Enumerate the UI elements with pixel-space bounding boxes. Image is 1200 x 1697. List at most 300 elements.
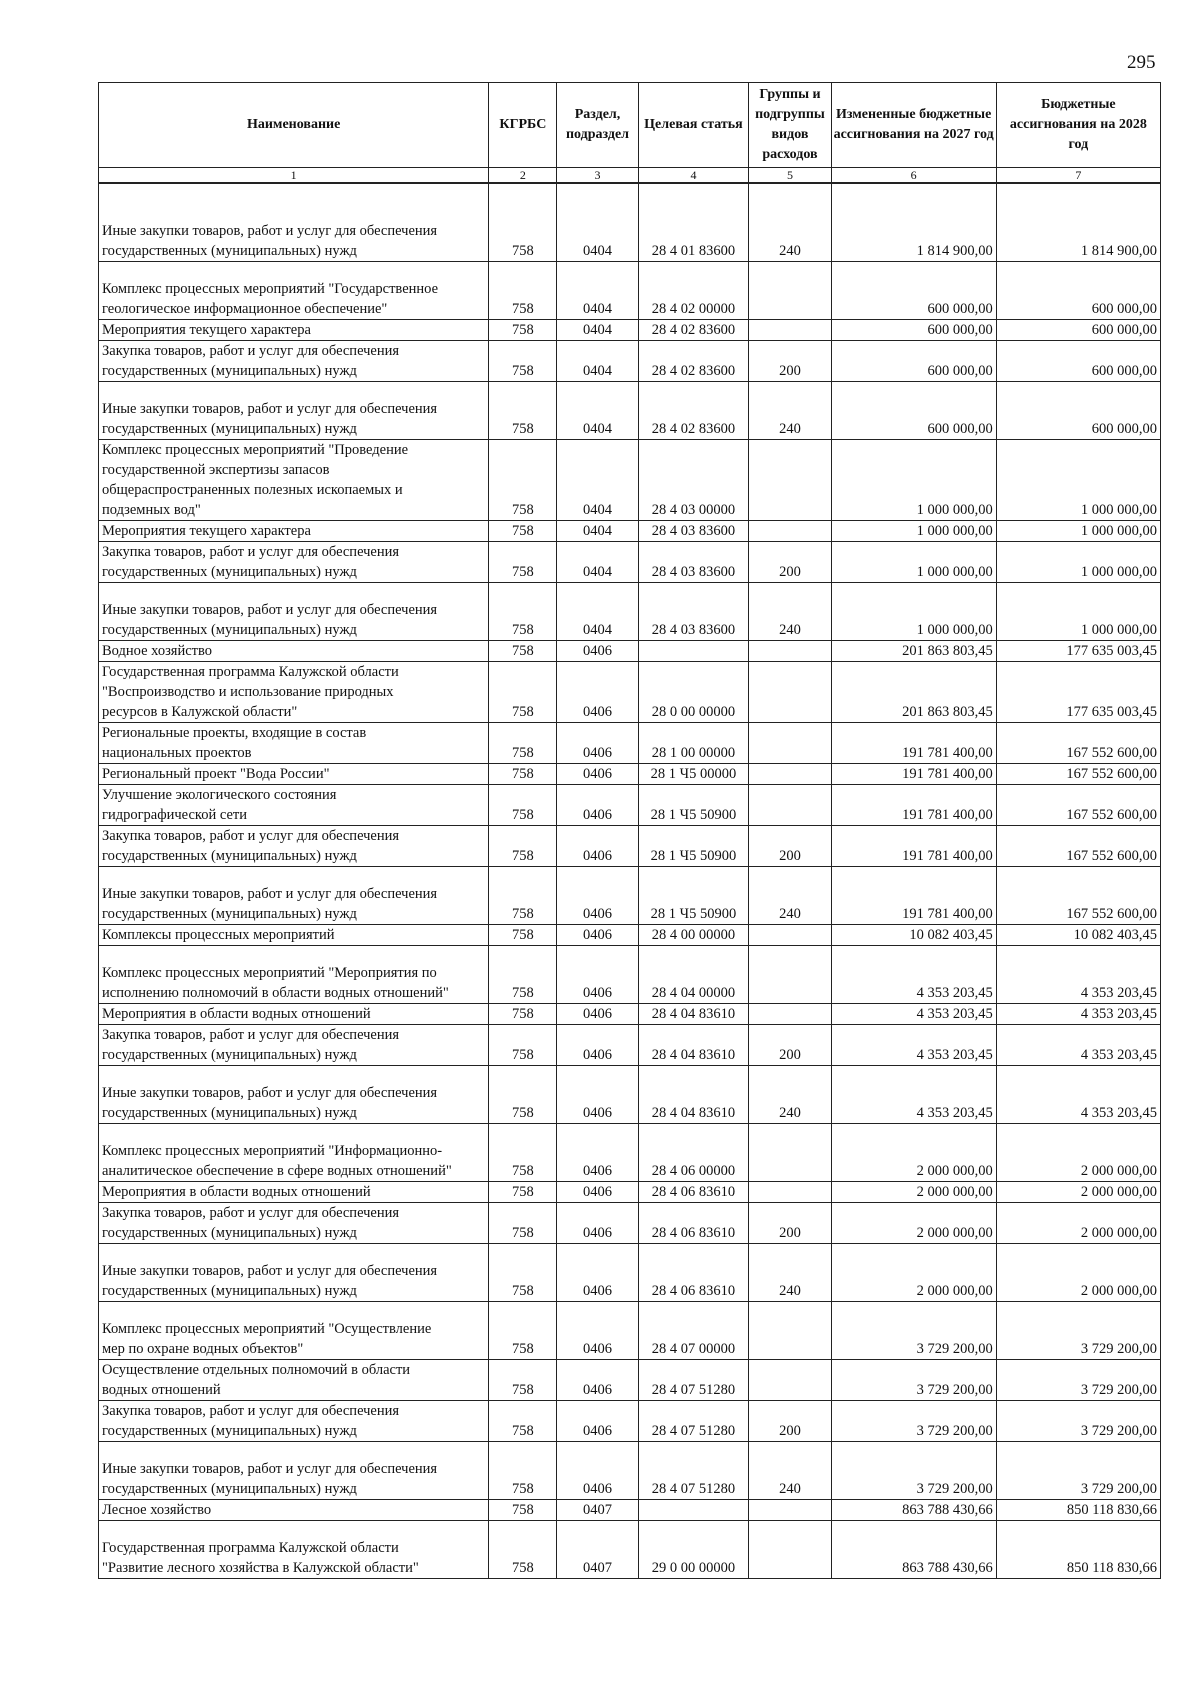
row-name-line: Закупка товаров, работ и услуг для обеспечения <box>102 543 400 560</box>
row-section: 0406 <box>557 945 638 1003</box>
row-target: 28 4 03 00000 <box>638 439 749 520</box>
row-value-2027: 1 000 000,00 <box>831 439 996 520</box>
row-kgrbs: 758 <box>489 261 557 319</box>
row-target: 28 4 03 83600 <box>638 520 749 541</box>
row-name <box>99 520 489 541</box>
table-row <box>99 319 1161 340</box>
row-name-line: геологическое информационное обеспечение" <box>102 300 388 317</box>
row-target: 28 4 07 51280 <box>638 1400 749 1441</box>
row-name <box>99 763 489 784</box>
row-name-line: государственных (муниципальных) нужд <box>102 1422 357 1439</box>
row-section: 0407 <box>557 1499 638 1520</box>
row-kgrbs: 758 <box>489 1181 557 1202</box>
row-value-2028: 3 729 200,00 <box>996 1400 1160 1441</box>
row-kgrbs: 758 <box>489 1499 557 1520</box>
row-kgrbs: 758 <box>489 1520 557 1578</box>
row-name-line: Комплекс процессных мероприятий "Информационно- <box>102 1142 443 1159</box>
row-value-2027: 1 000 000,00 <box>831 541 996 582</box>
row-name-line: Мероприятия текущего характера <box>102 522 311 539</box>
row-kgrbs: 758 <box>489 722 557 763</box>
table-row <box>99 340 1161 381</box>
row-kgrbs: 758 <box>489 1441 557 1499</box>
row-group: 240 <box>749 1441 831 1499</box>
row-name-line: Улучшение экологического состояния <box>102 786 337 803</box>
row-kgrbs: 758 <box>489 1301 557 1359</box>
table-row <box>99 1243 1161 1301</box>
row-target: 28 4 02 83600 <box>638 381 749 439</box>
table-row <box>99 582 1161 640</box>
row-section: 0406 <box>557 1243 638 1301</box>
row-value-2027: 4 353 203,45 <box>831 1065 996 1123</box>
table-row <box>99 763 1161 784</box>
row-group: 200 <box>749 340 831 381</box>
column-number: 3 <box>557 168 638 184</box>
table-row <box>99 945 1161 1003</box>
row-group: 240 <box>749 1065 831 1123</box>
row-name <box>99 784 489 825</box>
row-target: 28 4 06 83610 <box>638 1202 749 1243</box>
row-name-line: Иные закупки товаров, работ и услуг для обеспечения <box>102 1460 438 1477</box>
row-value-2027: 600 000,00 <box>831 319 996 340</box>
row-section: 0404 <box>557 381 638 439</box>
row-value-2027: 1 000 000,00 <box>831 582 996 640</box>
row-name-line: государственных (муниципальных) нужд <box>102 420 357 437</box>
row-target: 29 0 00 00000 <box>638 1520 749 1578</box>
row-name <box>99 439 489 520</box>
header-changed-2027: Измененные бюджетные ассигнования на 2027 год <box>831 83 996 168</box>
table-row <box>99 722 1161 763</box>
row-name <box>99 722 489 763</box>
header-2028: Бюджетные ассигнования на 2028 год <box>996 83 1160 168</box>
row-value-2027: 2 000 000,00 <box>831 1202 996 1243</box>
table-row <box>99 1520 1161 1578</box>
row-name <box>99 640 489 661</box>
row-name <box>99 866 489 924</box>
column-number: 5 <box>749 168 831 184</box>
row-name-line: Закупка товаров, работ и услуг для обеспечения <box>102 827 400 844</box>
row-target: 28 1 Ч5 00000 <box>638 763 749 784</box>
table-row <box>99 661 1161 722</box>
row-name <box>99 261 489 319</box>
row-name-line: Лесное хозяйство <box>102 1501 212 1518</box>
row-value-2027: 191 781 400,00 <box>831 866 996 924</box>
row-value-2027: 10 082 403,45 <box>831 924 996 945</box>
table-row <box>99 924 1161 945</box>
row-kgrbs: 758 <box>489 439 557 520</box>
row-section: 0406 <box>557 1181 638 1202</box>
column-number: 1 <box>99 168 489 184</box>
row-name <box>99 1202 489 1243</box>
row-target: 28 4 02 00000 <box>638 261 749 319</box>
row-section: 0406 <box>557 784 638 825</box>
row-section: 0406 <box>557 825 638 866</box>
row-section: 0406 <box>557 1024 638 1065</box>
row-section: 0406 <box>557 924 638 945</box>
row-section: 0406 <box>557 866 638 924</box>
row-kgrbs: 758 <box>489 924 557 945</box>
row-group <box>749 261 831 319</box>
row-group <box>749 784 831 825</box>
row-section: 0406 <box>557 1359 638 1400</box>
row-value-2028: 4 353 203,45 <box>996 945 1160 1003</box>
row-kgrbs: 758 <box>489 825 557 866</box>
row-value-2028: 4 353 203,45 <box>996 1065 1160 1123</box>
table-row <box>99 640 1161 661</box>
row-section: 0407 <box>557 1520 638 1578</box>
row-name-line: Иные закупки товаров, работ и услуг для обеспечения <box>102 1084 438 1101</box>
row-value-2027: 4 353 203,45 <box>831 1024 996 1065</box>
row-group: 200 <box>749 1202 831 1243</box>
row-name-line: Иные закупки товаров, работ и услуг для обеспечения <box>102 601 438 618</box>
row-target: 28 4 07 00000 <box>638 1301 749 1359</box>
row-section: 0404 <box>557 319 638 340</box>
row-value-2028: 167 552 600,00 <box>996 784 1160 825</box>
row-group: 200 <box>749 541 831 582</box>
row-name-line: Мероприятия в области водных отношений <box>102 1005 371 1022</box>
row-name <box>99 1400 489 1441</box>
row-target: 28 1 00 00000 <box>638 722 749 763</box>
row-value-2028: 600 000,00 <box>996 261 1160 319</box>
row-value-2028: 10 082 403,45 <box>996 924 1160 945</box>
row-group <box>749 1003 831 1024</box>
row-value-2027: 201 863 803,45 <box>831 661 996 722</box>
budget-table <box>98 82 1161 1579</box>
row-kgrbs: 758 <box>489 183 557 261</box>
row-kgrbs: 758 <box>489 1003 557 1024</box>
row-section: 0404 <box>557 520 638 541</box>
row-name-line: "Воспроизводство и использование природных <box>102 683 394 700</box>
row-kgrbs: 758 <box>489 945 557 1003</box>
row-name-line: Комплекс процессных мероприятий "Государственное <box>102 280 439 297</box>
header-kgrbs: КГРБС <box>489 83 557 168</box>
row-section: 0406 <box>557 1065 638 1123</box>
table-row <box>99 784 1161 825</box>
row-value-2027: 863 788 430,66 <box>831 1499 996 1520</box>
row-target: 28 4 04 83610 <box>638 1003 749 1024</box>
row-value-2028: 2 000 000,00 <box>996 1181 1160 1202</box>
row-name <box>99 924 489 945</box>
row-name-line: общераспространенных полезных ископаемых и <box>102 481 403 498</box>
row-section: 0406 <box>557 1123 638 1181</box>
row-value-2027: 2 000 000,00 <box>831 1123 996 1181</box>
row-value-2027: 4 353 203,45 <box>831 945 996 1003</box>
row-name <box>99 319 489 340</box>
row-kgrbs: 758 <box>489 1202 557 1243</box>
row-value-2027: 4 353 203,45 <box>831 1003 996 1024</box>
row-name-line: государственных (муниципальных) нужд <box>102 1282 357 1299</box>
row-value-2028: 850 118 830,66 <box>996 1520 1160 1578</box>
header-section: Раздел, подраздел <box>557 83 638 168</box>
row-name <box>99 1520 489 1578</box>
row-target: 28 1 Ч5 50900 <box>638 866 749 924</box>
row-name-line: водных отношений <box>102 1381 221 1398</box>
row-section: 0406 <box>557 763 638 784</box>
row-value-2028: 4 353 203,45 <box>996 1024 1160 1065</box>
row-name-line: Закупка товаров, работ и услуг для обеспечения <box>102 1402 400 1419</box>
row-value-2028: 167 552 600,00 <box>996 722 1160 763</box>
table-row <box>99 381 1161 439</box>
row-name-line: Региональные проекты, входящие в состав <box>102 724 367 741</box>
row-name <box>99 1065 489 1123</box>
row-target <box>638 1499 749 1520</box>
row-name-line: исполнению полномочий в области водных отношений" <box>102 984 449 1001</box>
row-name-line: подземных вод" <box>102 501 201 518</box>
table-row <box>99 1400 1161 1441</box>
row-target: 28 4 00 00000 <box>638 924 749 945</box>
row-name-line: национальных проектов <box>102 744 252 761</box>
row-group <box>749 945 831 1003</box>
row-name-line: государственных (муниципальных) нужд <box>102 563 357 580</box>
row-target: 28 4 02 83600 <box>638 340 749 381</box>
row-kgrbs: 758 <box>489 1400 557 1441</box>
row-name-line: Иные закупки товаров, работ и услуг для обеспечения <box>102 885 438 902</box>
row-name-line: Закупка товаров, работ и услуг для обеспечения <box>102 1026 400 1043</box>
row-target: 28 4 07 51280 <box>638 1359 749 1400</box>
row-value-2028: 2 000 000,00 <box>996 1202 1160 1243</box>
row-value-2027: 2 000 000,00 <box>831 1243 996 1301</box>
table-body <box>99 183 1161 1578</box>
table-row <box>99 261 1161 319</box>
row-value-2027: 191 781 400,00 <box>831 763 996 784</box>
row-group <box>749 1123 831 1181</box>
row-target: 28 4 06 83610 <box>638 1181 749 1202</box>
row-group <box>749 1499 831 1520</box>
row-value-2028: 177 635 003,45 <box>996 661 1160 722</box>
header-target: Целевая статья <box>638 83 749 168</box>
row-name <box>99 582 489 640</box>
table-row <box>99 1359 1161 1400</box>
row-group: 240 <box>749 866 831 924</box>
row-section: 0404 <box>557 340 638 381</box>
row-name-line: Комплексы процессных мероприятий <box>102 926 335 943</box>
row-target: 28 0 00 00000 <box>638 661 749 722</box>
row-group <box>749 924 831 945</box>
column-number: 4 <box>638 168 749 184</box>
column-number-row <box>99 168 1161 184</box>
row-kgrbs: 758 <box>489 1243 557 1301</box>
row-target: 28 4 02 83600 <box>638 319 749 340</box>
table-row <box>99 1123 1161 1181</box>
row-value-2027: 191 781 400,00 <box>831 784 996 825</box>
row-value-2027: 1 814 900,00 <box>831 183 996 261</box>
row-name-line: "Развитие лесного хозяйства в Калужской области" <box>102 1559 419 1576</box>
row-value-2028: 1 000 000,00 <box>996 582 1160 640</box>
row-section: 0404 <box>557 541 638 582</box>
row-kgrbs: 758 <box>489 319 557 340</box>
row-kgrbs: 758 <box>489 1359 557 1400</box>
row-value-2028: 2 000 000,00 <box>996 1243 1160 1301</box>
row-value-2028: 1 000 000,00 <box>996 439 1160 520</box>
row-name <box>99 1301 489 1359</box>
row-value-2027: 600 000,00 <box>831 381 996 439</box>
row-value-2028: 3 729 200,00 <box>996 1359 1160 1400</box>
row-section: 0406 <box>557 640 638 661</box>
row-name-line: государственных (муниципальных) нужд <box>102 1104 357 1121</box>
row-group <box>749 1359 831 1400</box>
row-target: 28 4 06 00000 <box>638 1123 749 1181</box>
row-group <box>749 1181 831 1202</box>
table-row <box>99 1024 1161 1065</box>
row-target: 28 4 06 83610 <box>638 1243 749 1301</box>
row-value-2028: 167 552 600,00 <box>996 763 1160 784</box>
column-number: 2 <box>489 168 557 184</box>
row-section: 0406 <box>557 661 638 722</box>
row-section: 0406 <box>557 1400 638 1441</box>
row-target: 28 4 03 83600 <box>638 582 749 640</box>
table-row <box>99 1202 1161 1243</box>
row-name <box>99 1499 489 1520</box>
row-name <box>99 661 489 722</box>
row-section: 0404 <box>557 261 638 319</box>
row-name-line: государственных (муниципальных) нужд <box>102 1480 357 1497</box>
row-value-2028: 850 118 830,66 <box>996 1499 1160 1520</box>
row-group: 200 <box>749 1400 831 1441</box>
row-target: 28 1 Ч5 50900 <box>638 784 749 825</box>
row-group <box>749 439 831 520</box>
table-row <box>99 866 1161 924</box>
row-name-line: государственных (муниципальных) нужд <box>102 242 357 259</box>
row-section: 0406 <box>557 1003 638 1024</box>
row-group <box>749 1301 831 1359</box>
row-name <box>99 183 489 261</box>
row-name <box>99 1441 489 1499</box>
row-name-line: ресурсов в Калужской области" <box>102 703 298 720</box>
row-name <box>99 1024 489 1065</box>
row-name <box>99 1123 489 1181</box>
header-groups: Группы и подгруппы видов расходов <box>749 83 831 168</box>
row-name <box>99 541 489 582</box>
table-row <box>99 183 1161 261</box>
row-value-2028: 2 000 000,00 <box>996 1123 1160 1181</box>
row-value-2027: 201 863 803,45 <box>831 640 996 661</box>
row-target: 28 4 07 51280 <box>638 1441 749 1499</box>
page-number: 295 <box>1127 52 1156 73</box>
row-value-2028: 177 635 003,45 <box>996 640 1160 661</box>
table-row <box>99 541 1161 582</box>
row-value-2028: 1 000 000,00 <box>996 541 1160 582</box>
row-name-line: Региональный проект "Вода России" <box>102 765 330 782</box>
row-name <box>99 1359 489 1400</box>
row-target: 28 4 04 83610 <box>638 1065 749 1123</box>
row-name-line: Комплекс процессных мероприятий "Проведение <box>102 441 409 458</box>
row-section: 0404 <box>557 183 638 261</box>
row-value-2028: 600 000,00 <box>996 319 1160 340</box>
row-section: 0406 <box>557 1441 638 1499</box>
table-row <box>99 1441 1161 1499</box>
row-group <box>749 661 831 722</box>
row-group <box>749 319 831 340</box>
row-section: 0404 <box>557 582 638 640</box>
row-name-line: Мероприятия текущего характера <box>102 321 311 338</box>
row-value-2028: 167 552 600,00 <box>996 825 1160 866</box>
row-target: 28 4 04 00000 <box>638 945 749 1003</box>
row-group: 240 <box>749 582 831 640</box>
row-section: 0406 <box>557 1202 638 1243</box>
header-row <box>99 83 1161 168</box>
row-kgrbs: 758 <box>489 661 557 722</box>
row-kgrbs: 758 <box>489 866 557 924</box>
row-section: 0406 <box>557 1301 638 1359</box>
row-section: 0406 <box>557 722 638 763</box>
row-value-2027: 1 000 000,00 <box>831 520 996 541</box>
row-name <box>99 825 489 866</box>
column-number: 7 <box>996 168 1160 184</box>
row-name-line: Государственная программа Калужской области <box>102 1539 399 1556</box>
row-name-line: Государственная программа Калужской области <box>102 663 399 680</box>
row-value-2028: 3 729 200,00 <box>996 1301 1160 1359</box>
table-row <box>99 1003 1161 1024</box>
row-value-2027: 863 788 430,66 <box>831 1520 996 1578</box>
column-number: 6 <box>831 168 996 184</box>
row-value-2027: 191 781 400,00 <box>831 825 996 866</box>
row-group: 240 <box>749 183 831 261</box>
row-kgrbs: 758 <box>489 1024 557 1065</box>
row-name-line: Комплекс процессных мероприятий "Мероприятия по <box>102 964 437 981</box>
row-name-line: государственных (муниципальных) нужд <box>102 362 357 379</box>
row-target <box>638 640 749 661</box>
row-name-line: государственных (муниципальных) нужд <box>102 847 357 864</box>
row-target: 28 1 Ч5 50900 <box>638 825 749 866</box>
row-value-2028: 1 000 000,00 <box>996 520 1160 541</box>
row-value-2027: 3 729 200,00 <box>831 1400 996 1441</box>
table-row <box>99 439 1161 520</box>
row-name <box>99 1003 489 1024</box>
row-value-2027: 2 000 000,00 <box>831 1181 996 1202</box>
row-name-line: государственных (муниципальных) нужд <box>102 1046 357 1063</box>
row-kgrbs: 758 <box>489 1123 557 1181</box>
row-value-2027: 600 000,00 <box>831 340 996 381</box>
row-name-line: Закупка товаров, работ и услуг для обеспечения <box>102 342 400 359</box>
row-value-2028: 4 353 203,45 <box>996 1003 1160 1024</box>
row-value-2027: 3 729 200,00 <box>831 1301 996 1359</box>
row-value-2028: 1 814 900,00 <box>996 183 1160 261</box>
row-kgrbs: 758 <box>489 381 557 439</box>
row-name-line: государственных (муниципальных) нужд <box>102 1224 357 1241</box>
row-kgrbs: 758 <box>489 763 557 784</box>
row-name-line: Водное хозяйство <box>102 642 213 659</box>
row-name-line: аналитическое обеспечение в сфере водных отношений" <box>102 1162 452 1179</box>
row-name <box>99 381 489 439</box>
row-target: 28 4 04 83610 <box>638 1024 749 1065</box>
table-row <box>99 520 1161 541</box>
row-name-line: Иные закупки товаров, работ и услуг для обеспечения <box>102 222 438 239</box>
row-name-line: Мероприятия в области водных отношений <box>102 1183 371 1200</box>
row-name <box>99 1243 489 1301</box>
row-group <box>749 1520 831 1578</box>
row-value-2027: 600 000,00 <box>831 261 996 319</box>
row-group: 240 <box>749 381 831 439</box>
row-value-2028: 167 552 600,00 <box>996 866 1160 924</box>
row-kgrbs: 758 <box>489 520 557 541</box>
row-value-2028: 3 729 200,00 <box>996 1441 1160 1499</box>
row-section: 0404 <box>557 439 638 520</box>
table-row <box>99 1499 1161 1520</box>
row-group: 240 <box>749 1243 831 1301</box>
row-name <box>99 945 489 1003</box>
table-row <box>99 1065 1161 1123</box>
row-kgrbs: 758 <box>489 340 557 381</box>
row-name-line: Комплекс процессных мероприятий "Осуществление <box>102 1320 432 1337</box>
header-name: Наименование <box>99 83 489 168</box>
row-group: 200 <box>749 825 831 866</box>
row-group <box>749 722 831 763</box>
row-group <box>749 763 831 784</box>
row-group: 200 <box>749 1024 831 1065</box>
row-name-line: государственных (муниципальных) нужд <box>102 621 357 638</box>
row-kgrbs: 758 <box>489 640 557 661</box>
row-value-2027: 3 729 200,00 <box>831 1441 996 1499</box>
row-name-line: гидрографической сети <box>102 806 247 823</box>
